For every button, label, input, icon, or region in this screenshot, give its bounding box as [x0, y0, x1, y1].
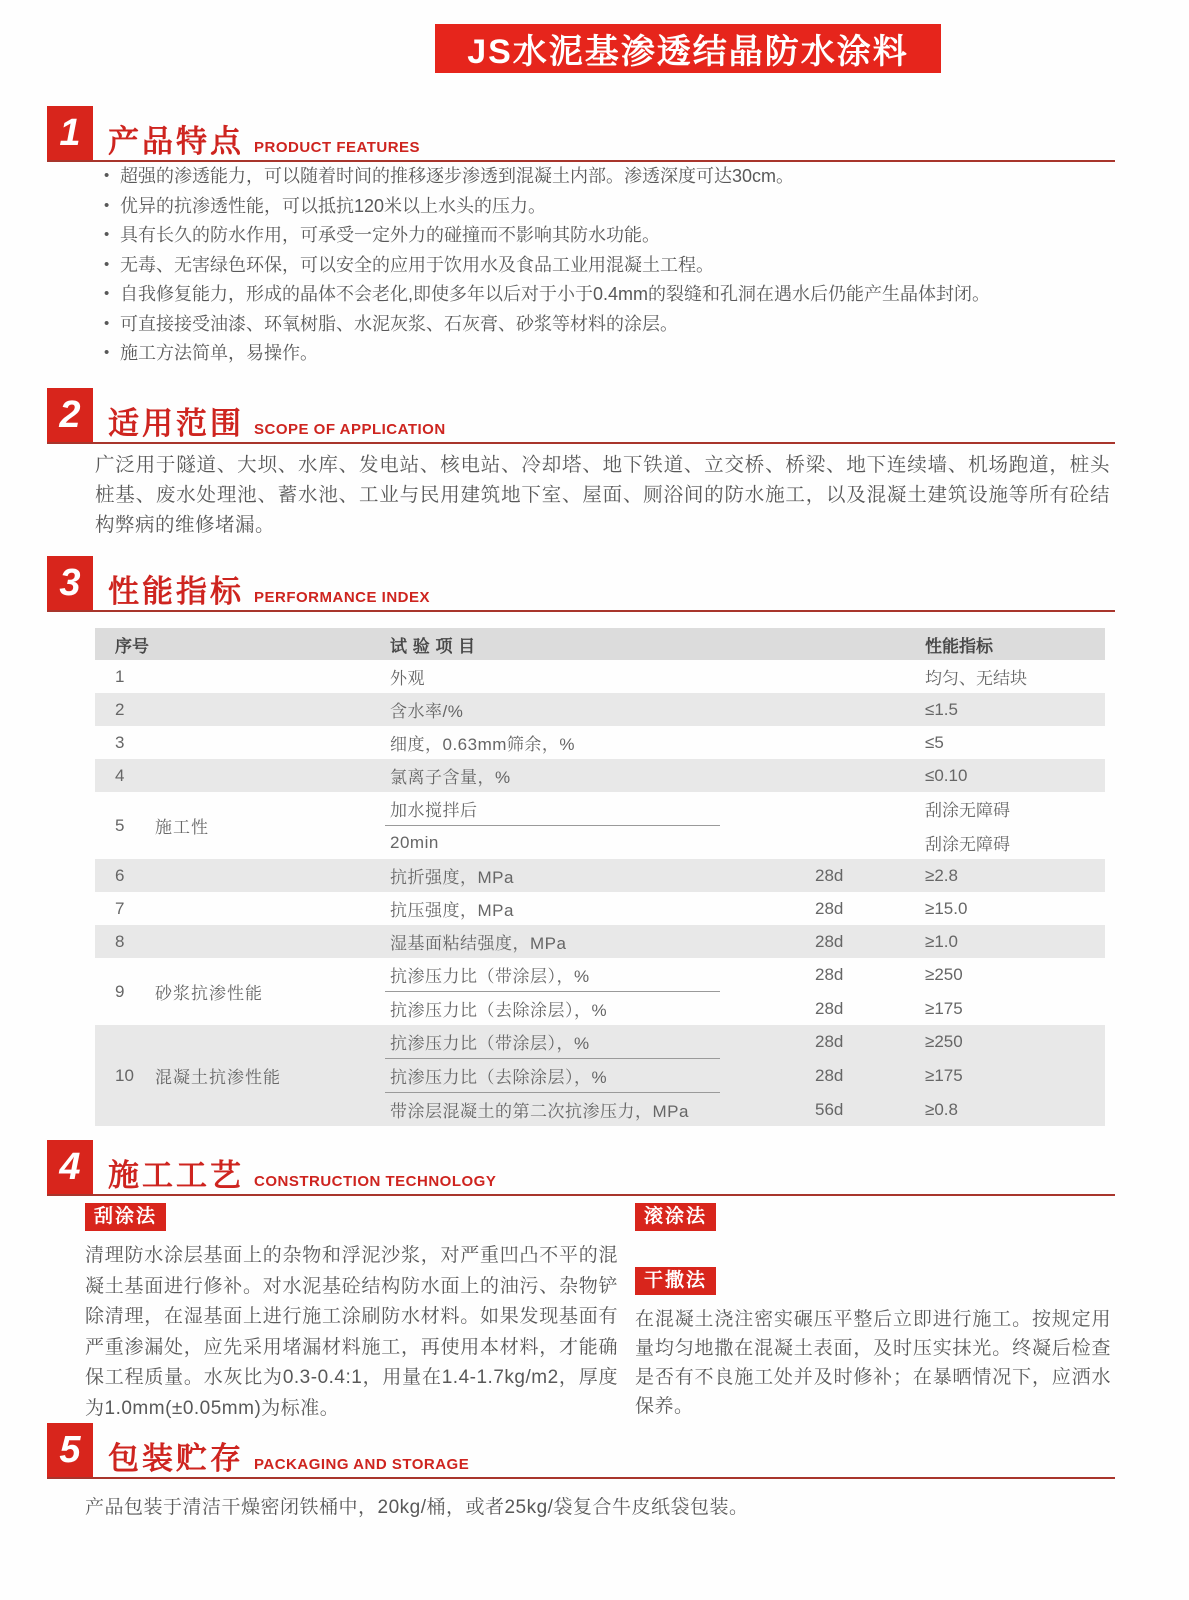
cell-age: 28d	[815, 998, 844, 1018]
cell-item: 抗压强度，MPa	[390, 901, 514, 920]
list-item	[104, 225, 1124, 246]
cell-item: 外观	[390, 669, 425, 688]
method-badge-dry-sprinkle: 干撒法	[635, 1267, 716, 1295]
section-title	[108, 1160, 496, 1191]
section-number: 1	[59, 111, 81, 154]
cell-item: 抗渗压力比（去除涂层），%	[390, 1068, 608, 1087]
cell-value: ≥1.0	[925, 931, 958, 951]
table-row	[95, 958, 1105, 1025]
header-no: 序号	[115, 636, 149, 656]
cell-item: 20min	[390, 832, 439, 852]
section-header-features	[47, 106, 1115, 162]
cell-age: 28d	[815, 865, 844, 885]
method-badge-scrape: 刮涂法	[85, 1203, 166, 1231]
bullet-text: • 自我修复能力，形成的晶体不会老化,即使多年以后对于小于0.4mm的裂缝和孔洞在遇水后仍能产生晶体封闭。	[120, 284, 991, 304]
spacer	[635, 1231, 1111, 1267]
cell-category	[155, 693, 385, 726]
section-title-zh: 适用范围	[108, 406, 244, 441]
cell-value: ≥0.8	[925, 1099, 958, 1119]
bullet-text: • 可直接接受油漆、环氧树脂、水泥灰浆、石灰膏、砂浆等材料的涂层。	[120, 313, 678, 334]
section-title-en: CONSTRUCTION TECHNOLOGY	[254, 1173, 497, 1190]
list-item	[104, 255, 1124, 276]
section-header-packaging	[47, 1423, 1115, 1479]
packaging-paragraph: 产品包装于清洁干燥密闭铁桶中，20kg/桶，或者25kg/袋复合牛皮纸袋包装。	[85, 1497, 749, 1518]
cell-value: 刮涂无障碍	[925, 835, 1010, 854]
bullet-text: • 具有长久的防水作用，可承受一定外力的碰撞而不影响其防水功能。	[120, 225, 660, 245]
section-header-scope	[47, 388, 1115, 444]
scope-paragraph: 广泛用于隧道、大坝、水库、发电站、核电站、冷却塔、地下铁道、立交桥、桥梁、地下连续墙、机场跑道，桩头桩基、废水处理池、蓄水池、工业与民用建筑地下室、屋面、厕浴间的防水施工，以及混凝土建筑设施等所有砼结构弊病的维修堵漏。	[95, 454, 1110, 536]
cell-value: ≤0.10	[925, 765, 968, 785]
section-header-performance	[47, 556, 1115, 612]
section-number-badge	[47, 556, 93, 610]
list-item	[104, 314, 1124, 335]
section-title	[108, 1443, 469, 1474]
cell-item: 抗渗压力比（带涂层），%	[390, 967, 590, 986]
cell-no: 3	[115, 732, 125, 752]
list-item	[104, 196, 1124, 217]
cell-value: 刮涂无障碍	[925, 801, 1010, 820]
table-header-row	[95, 628, 1105, 660]
cell-value: ≥250	[925, 1031, 963, 1051]
cell-age: 28d	[815, 931, 844, 951]
section-title	[108, 576, 430, 607]
section-title-en: PERFORMANCE INDEX	[254, 589, 431, 606]
cell-no: 4	[115, 765, 125, 785]
section-title-zh: 性能指标	[108, 574, 244, 609]
cell-value: ≥15.0	[925, 898, 968, 918]
section-title	[108, 408, 446, 439]
cell-no: 5	[115, 815, 125, 835]
cell-no: 9	[115, 981, 125, 1001]
cell-no: 7	[115, 898, 125, 918]
cell-category	[155, 859, 385, 892]
method-text-dry-sprinkle: 在混凝土浇注密实碾压平整后立即进行施工。按规定用量均匀地撒在混凝土表面，及时压实抹光。终凝后检查是否有不良施工处并及时修补；在暴晒情况下，应洒水保养。	[635, 1309, 1111, 1417]
construction-column-left	[85, 1203, 618, 1424]
cell-category: 砂浆抗渗性能	[155, 984, 263, 1003]
feature-list	[104, 166, 1124, 373]
section-number-badge	[47, 1423, 93, 1477]
cell-age: 28d	[815, 898, 844, 918]
cell-value: ≥250	[925, 964, 963, 984]
table-row	[95, 693, 1105, 726]
cell-value: 均匀、无结块	[925, 669, 1027, 688]
cell-item: 加水搅拌后	[390, 801, 478, 820]
header-item: 试 验 项 目	[390, 636, 476, 656]
header-cat	[155, 628, 385, 660]
header-items	[385, 628, 1105, 660]
table-row	[95, 925, 1105, 958]
cell-item: 湿基面粘结强度，MPa	[390, 934, 567, 953]
header-index: 性能指标	[925, 636, 993, 656]
table-row	[95, 1025, 1105, 1126]
table-row	[95, 859, 1105, 892]
bullet-text: • 超强的渗透能力，可以随着时间的推移逐步渗透到混凝土内部。渗透深度可达30cm。	[120, 166, 795, 186]
construction-column-right	[635, 1203, 1111, 1421]
cell-item: 抗折强度，MPa	[390, 868, 514, 887]
table-row	[95, 792, 1105, 859]
performance-table	[95, 628, 1105, 1126]
section-number-badge	[47, 388, 93, 442]
cell-value: ≥2.8	[925, 865, 958, 885]
cell-no: 10	[115, 1065, 134, 1085]
section-header-construction	[47, 1140, 1115, 1196]
list-item	[104, 166, 1124, 187]
cell-item: 带涂层混凝土的第二次抗渗压力，MPa	[390, 1102, 689, 1121]
cell-value: ≥175	[925, 998, 963, 1018]
cell-item: 氯离子含量，%	[390, 768, 511, 787]
section-title-zh: 施工工艺	[108, 1158, 244, 1193]
section-number: 2	[59, 393, 81, 436]
cell-no: 6	[115, 865, 125, 885]
cell-age: 56d	[815, 1099, 844, 1119]
cell-category	[155, 660, 385, 693]
cell-value: ≤1.5	[925, 699, 958, 719]
bullet-text: • 无毒、无害绿色环保，可以安全的应用于饮用水及食品工业用混凝土工程。	[120, 254, 714, 275]
section-title-en: PACKAGING AND STORAGE	[254, 1456, 470, 1473]
cell-age: 28d	[815, 964, 844, 984]
section-number-badge	[47, 1140, 93, 1194]
cell-no: 1	[115, 666, 125, 686]
section-title	[108, 126, 420, 157]
document-title: JS水泥基渗透结晶防水涂料	[467, 33, 909, 71]
document-title-banner	[435, 24, 941, 73]
cell-item: 含水率/%	[390, 702, 464, 721]
cell-item: 抗渗压力比（带涂层），%	[390, 1034, 590, 1053]
cell-category	[155, 759, 385, 792]
section-number: 4	[59, 1145, 81, 1188]
cell-value: ≤5	[925, 732, 944, 752]
cell-age: 28d	[815, 1065, 844, 1085]
table-row	[95, 759, 1105, 792]
method-text-scrape: 清理防水涂层基面上的杂物和浮泥沙浆，对严重凹凸不平的混凝土基面进行修补。对水泥基砼结构防水面上的油污、杂物铲除清理，在湿基面上进行施工涂刷防水材料。如果发现基面有严重渗漏处，应先采用堵漏材料施工，再使用本材料，才能确保工程质量。水灰比为0.3-0.4:1，用量在1.4-1.7kg/m2，厚度为1.0mm(±0.05mm)为标准。	[85, 1245, 618, 1419]
section-title-zh: 包装贮存	[108, 1441, 244, 1476]
method-badge-roll: 滚涂法	[635, 1203, 716, 1231]
cell-category	[155, 892, 385, 925]
section-title-zh: 产品特点	[108, 124, 244, 159]
cell-category: 施工性	[155, 818, 209, 837]
cell-item: 抗渗压力比（去除涂层），%	[390, 1001, 608, 1020]
cell-item: 细度，0.63mm筛余，%	[390, 735, 576, 754]
table-row	[95, 892, 1105, 925]
cell-category	[155, 726, 385, 759]
table-row	[95, 660, 1105, 693]
cell-no: 2	[115, 699, 125, 719]
cell-category: 混凝土抗渗性能	[155, 1068, 281, 1087]
section-title-en: SCOPE OF APPLICATION	[254, 421, 446, 438]
list-item	[104, 284, 1124, 305]
list-item	[104, 343, 1124, 364]
cell-no: 8	[115, 931, 125, 951]
section-number: 3	[59, 561, 81, 604]
cell-category	[155, 925, 385, 958]
table-row	[95, 726, 1105, 759]
section-number: 5	[59, 1428, 81, 1471]
bullet-text: • 优异的抗渗透性能，可以抵抗120米以上水头的压力。	[120, 195, 547, 216]
bullet-text: • 施工方法简单，易操作。	[120, 343, 318, 363]
section-title-en: PRODUCT FEATURES	[254, 139, 421, 156]
section-number-badge	[47, 106, 93, 160]
cell-age: 28d	[815, 1031, 844, 1051]
cell-value: ≥175	[925, 1065, 963, 1085]
